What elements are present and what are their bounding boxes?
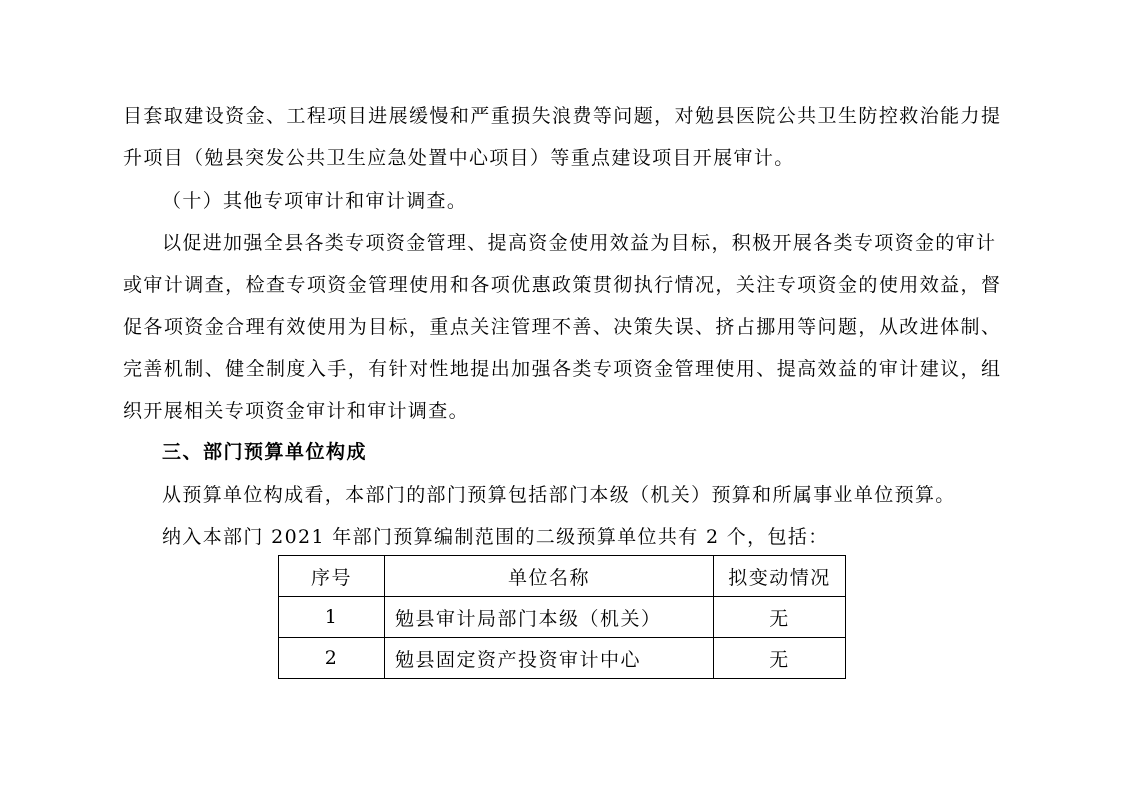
table-header-cell: 单位名称 [385, 556, 714, 597]
paragraph-line: 目套取建设资金、工程项目进展缓慢和严重损失浪费等问题，对勉县医院公共卫生防控救治能力提 [123, 105, 1000, 127]
table-cell-number: 2 [279, 638, 385, 679]
table-cell-change: 无 [714, 597, 846, 638]
table-header-cell: 序号 [279, 556, 385, 597]
table-header-row [279, 556, 846, 597]
paragraph-line: 从预算单位构成看，本部门的部门预算包括部门本级（机关）预算和所属事业单位预算。 [162, 484, 956, 506]
subsection-heading: （十）其他专项审计和审计调查。 [162, 190, 468, 212]
table-row [279, 638, 846, 679]
section-heading: 三、部门预算单位构成 [162, 441, 368, 463]
table-header-cell: 拟变动情况 [714, 556, 846, 597]
table-cell-number: 1 [279, 597, 385, 638]
table-cell-change: 无 [714, 638, 846, 679]
paragraph-line: 促各项资金合理有效使用为目标，重点关注管理不善、决策失误、挤占挪用等问题，从改进体制、 [123, 316, 1000, 338]
table-cell-unit-name: 勉县固定资产投资审计中心 [385, 638, 714, 679]
table-row [279, 597, 846, 638]
paragraph-line: 或审计调查，检查专项资金管理使用和各项优惠政策贯彻执行情况，关注专项资金的使用效益，督 [123, 274, 1000, 296]
paragraph-line: 完善机制、健全制度入手，有针对性地提出加强各类专项资金管理使用、提高效益的审计建议，组 [123, 358, 1000, 380]
paragraph-line: 升项目（勉县突发公共卫生应急处置中心项目）等重点建设项目开展审计。 [123, 147, 795, 169]
paragraph-line: 织开展相关专项资金审计和审计调查。 [123, 400, 469, 422]
budget-units-table [278, 555, 846, 679]
paragraph-line: 纳入本部门 2021 年部门预算编制范围的二级预算单位共有 2 个，包括： [162, 526, 829, 548]
table-cell-unit-name: 勉县审计局部门本级（机关） [385, 597, 714, 638]
paragraph-line: 以促进加强全县各类专项资金管理、提高资金使用效益为目标，积极开展各类专项资金的审计 [162, 232, 997, 254]
